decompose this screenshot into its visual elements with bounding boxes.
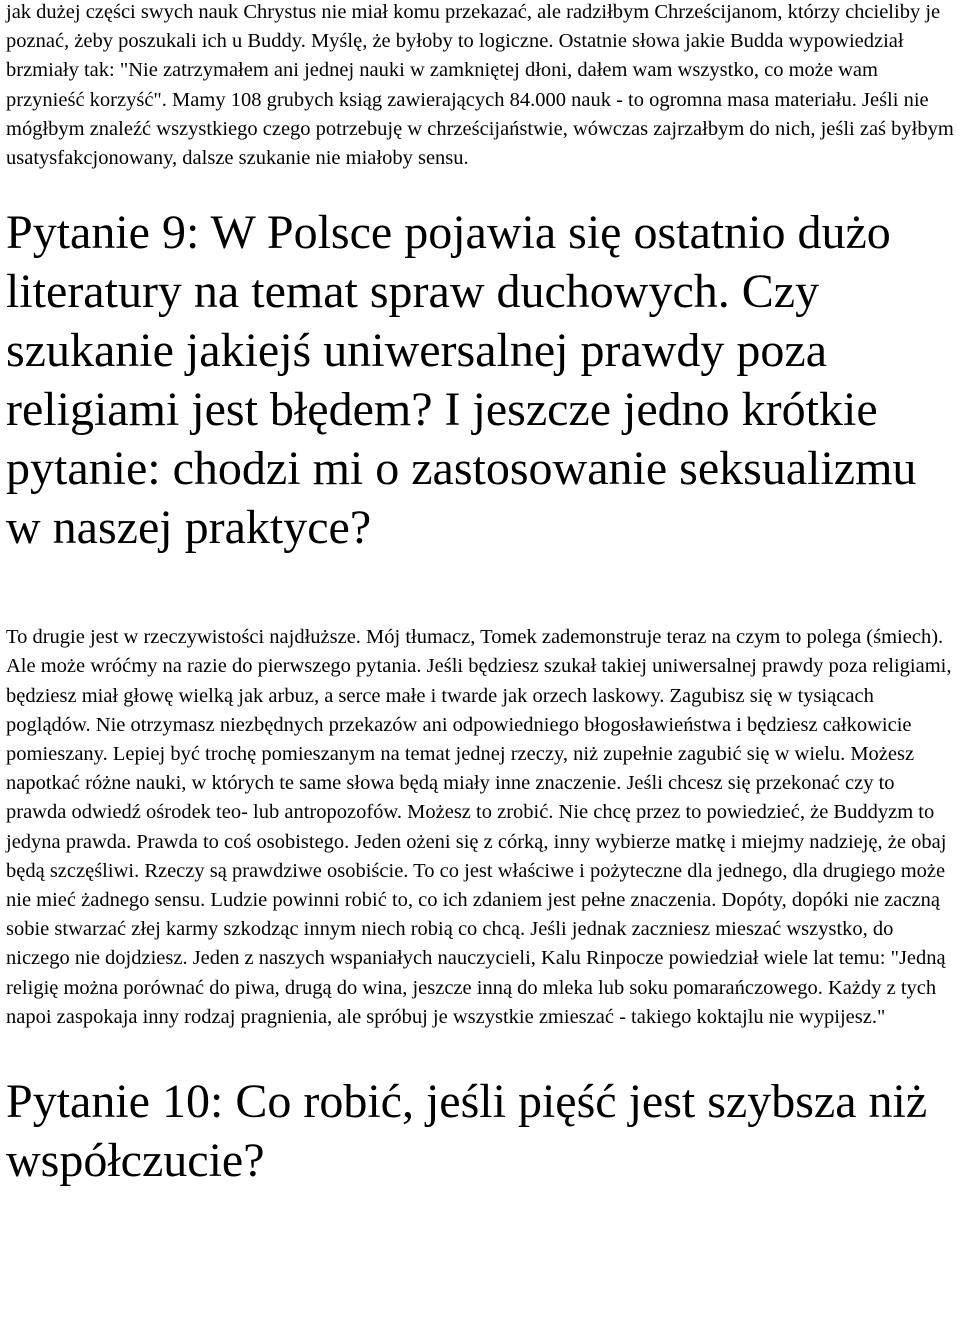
document-page: [6, 0, 954, 1190]
paragraph-intro: jak dużej części swych nauk Chrystus nie miał komu przekazać, ale radziłbym Chrześcijanom, którzy chcieliby je poznać, żeby poszukali ich u Buddy. Myślę, że byłoby to logiczne. Ostatnie słowa jakie Budda wypowiedział brzmiały tak: "Nie zatrzymałem ani jednej nauki w zamkniętej dłoni, dałem wam wszystko, co może wam przynieść korzyść". Mamy 108 grubych ksiąg zawierających 84.000 nauk - to ogromna masa materiału. Jeśli nie mógłbym znaleźć wszystkiego czego potrzebuję w chrześcijaństwie, wówczas zajrzałbym do nich, jeśli zaś byłbym usatysfakcjonowany, dalsze szukanie nie miałoby sensu.: [6, 1, 954, 170]
question-10-heading: Pytanie 10: Co robić, jeśli pięść jest szybsza niż współczucie?: [6, 1075, 928, 1188]
answer-9-paragraph: To drugie jest w rzeczywistości najdłuższe. Mój tłumacz, Tomek zademonstruje teraz na czym to polega (śmiech). Ale może wróćmy na razie do pierwszego pytania. Jeśli będziesz szukał takiej uniwersalnej prawdy poza religiami, będziesz miał głowę wielką jak arbuz, a serce małe i twarde jak orzech laskowy. Zagubisz się w tysiącach poglądów. Nie otrzymasz niezbędnych przekazów ani odpowiedniego błogosławieństwa i będziesz całkowicie pomieszany. Lepiej być trochę pomieszanym na temat jednej rzeczy, niż zupełnie zagubić się w wielu. Możesz napotkać różne nauki, w których te same słowa będą miały inne znaczenie. Jeśli chcesz się przekonać czy to prawda odwiedź ośrodek teo- lub antropozofów. Możesz to zrobić. Nie chcę przez to powiedzieć, że Buddyzm to jedyna prawda. Prawda to coś osobistego. Jeden ożeni się z córką, inny wybierze matkę i miejmy nadzieję, że obaj będą szczęśliwi. Rzeczy są prawdziwe osobiście. To co jest właściwe i pożyteczne dla jednego, dla drugiego może nie mieć żadnego sensu. Ludzie powinni robić to, co ich zdaniem jest pełne znaczenia. Dopóty, dopóki nie zaczną sobie stwarzać złej karmy szkodząc innym niech robią co chcą. Jeśli jednak zaczniesz mieszać wszystko, do niczego nie dojdziesz. Jeden z naszych wspaniałych nauczycieli, Kalu Rinpocze powiedział wiele lat temu: "Jedną religię można porównać do piwa, drugą do wina, jeszcze inną do mleka lub soku pomarańczowego. Każdy z tych napoi zaspokaja inny rodzaj pragnienia, ale spróbuj je wszystkie zmieszać - takiego koktajlu nie wypijesz.": [6, 626, 952, 1028]
question-9-heading: Pytanie 9: W Polsce pojawia się ostatnio dużo literatury na temat spraw duchowych. Czy szukanie jakiejś uniwersalnej prawdy poza religiami jest błędem? I jeszcze jedno krótkie pytanie: chodzi mi o zastosowanie seksualizmu w naszej praktyce?: [6, 206, 917, 555]
